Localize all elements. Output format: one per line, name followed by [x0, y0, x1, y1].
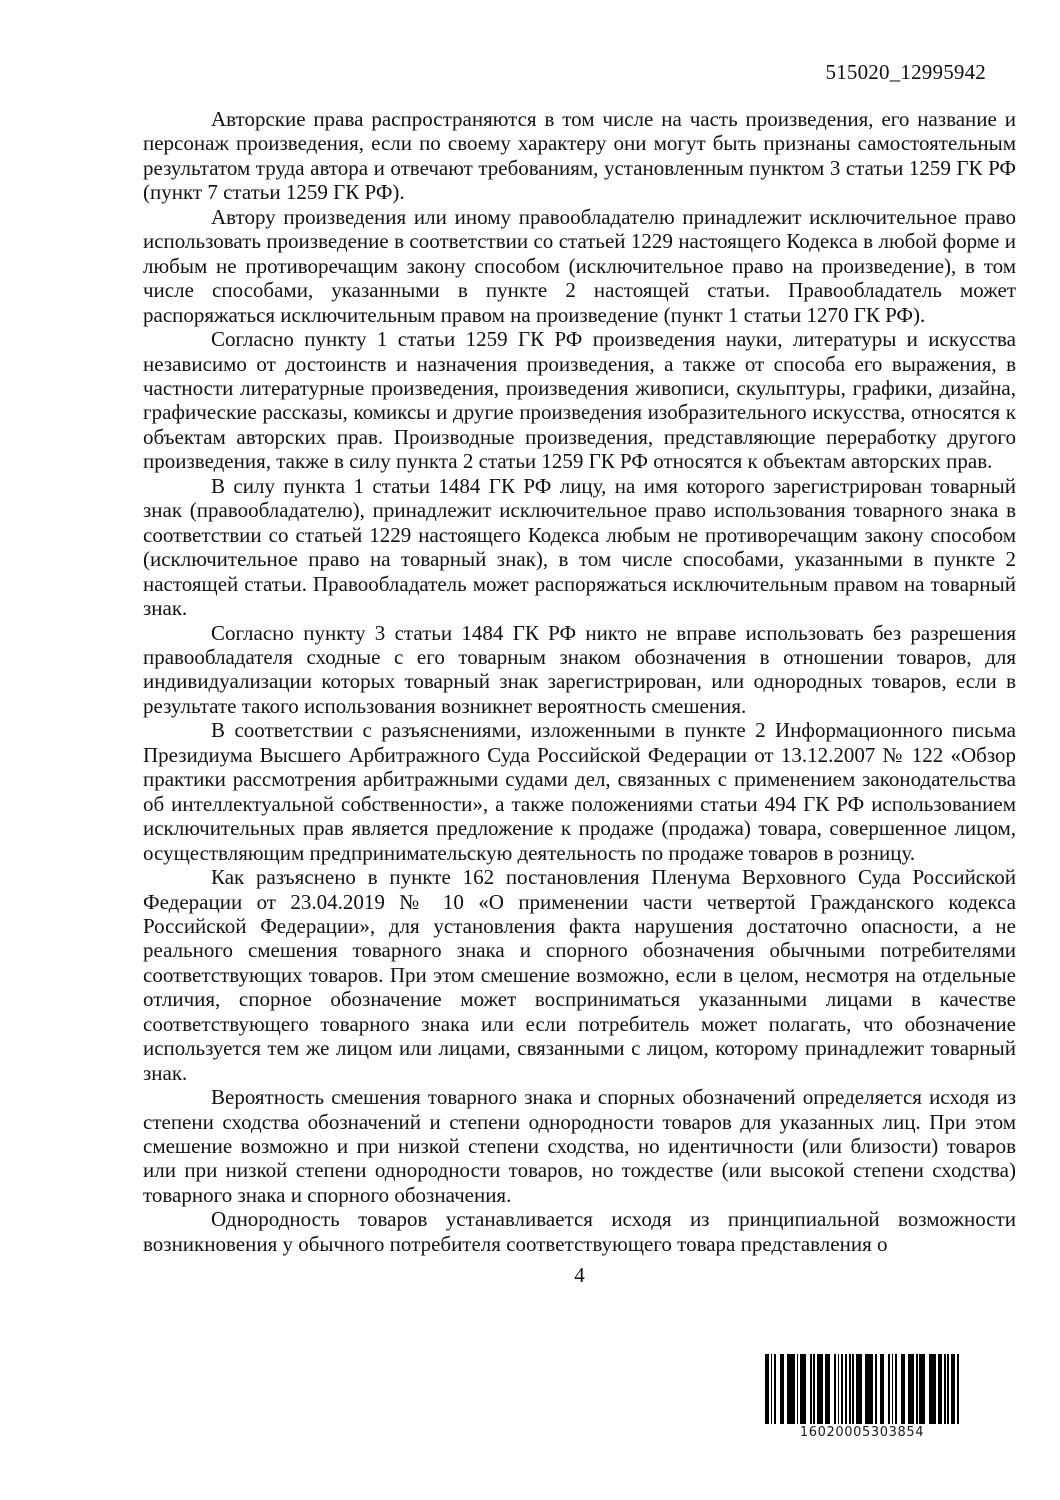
- page-number: 4: [574, 1263, 585, 1288]
- paragraph: Вероятность смешения товарного знака и спорных обозначений определяется исходя из степени сходства обозначений и степени однородности товаров для указанных лиц. При этом смешение возможно и при низкой степени сходства, но идентичности (или близости) товаров или при низкой степени однородности товаров, но тождестве (или высокой степени сходства) товарного знака и спорного обозначения.: [143, 1085, 1016, 1207]
- paragraph: Авторские права распространяются в том числе на часть произведения, его название и персонаж произведения, если по своему характеру они могут быть признаны самостоятельным результатом труда автора и отвечают требованиям, установленным пунктом 3 статьи 1259 ГК РФ (пункт 7 статьи 1259 ГК РФ).: [143, 107, 1016, 205]
- page-number-row: [143, 1263, 1016, 1287]
- barcode-bars-icon: [765, 1354, 959, 1424]
- paragraph: Как разъяснено в пункте 162 постановления Пленума Верховного Суда Российской Федерации от 23.04.2019 № 10 «О применении части четвертой Гражданского кодекса Российской Федерации», для установления факта нарушения достаточно опасности, а не реального смешения товарного знака и спорного обозначения обычными потребителями соответствующих товаров. При этом смешение возможно, если в целом, несмотря на отдельные отличия, спорное обозначение может восприниматься указанными лицами в качестве соответствующего товарного знака или если потребитель может полагать, что обозначение используется тем же лицом или лицами, связанными с лицом, которому принадлежит товарный знак.: [143, 865, 1016, 1085]
- barcode: [765, 1354, 959, 1440]
- barcode-number: 16020005303854: [799, 1425, 925, 1440]
- document-id: 515020_12995942: [825, 60, 986, 84]
- paragraph: В силу пункта 1 статьи 1484 ГК РФ лицу, на имя которого зарегистрирован товарный знак (правообладателю), принадлежит исключительное право использования товарного знака в соответствии со статьей 1229 настоящего Кодекса любым не противоречащим закону способом (исключительное право на товарный знак), в том числе способами, указанными в пункте 2 настоящей статьи. Правообладатель может распоряжаться исключительным правом на товарный знак.: [143, 473, 1016, 621]
- paragraph: Однородность товаров устанавливается исходя из принципиальной возможности возникновения у обычного потребителя соответствующего товара представления о: [143, 1207, 1016, 1256]
- paragraph: Автору произведения или иному правообладателю принадлежит исключительное право использовать произведение в соответствии со статьей 1229 настоящего Кодекса в любой форме и любым не противоречащим закону способом (исключительное право на произведение), в том числе способами, указанными в пункте 2 настоящей статьи. Правообладатель может распоряжаться исключительным правом на произведение (пункт 1 статьи 1270 ГК РФ).: [143, 204, 1016, 327]
- paragraph: Согласно пункту 1 статьи 1259 ГК РФ произведения науки, литературы и искусства независимо от достоинств и назначения произведения, а также от способа его выражения, в частности литературные произведения, произведения живописи, скульптуры, графики, дизайна, графические рассказы, комиксы и другие произведения изобразительного искусства, относятся к объектам авторских прав. Производные произведения, представляющие переработку другого произведения, также в силу пункта 2 статьи 1259 ГК РФ относятся к объектам авторских прав.: [143, 327, 1016, 474]
- paragraph: В соответствии с разъяснениями, изложенными в пункте 2 Информационного письма Президиума Высшего Арбитражного Суда Российской Федерации от 13.12.2007 № 122 «Обзор практики рассмотрения арбитражными судами дел, связанных с применением законодательства об интеллектуальной собственности», а также положениями статьи 494 ГК РФ использованием исключительных прав является предложение к продаже (продажа) товара, совершенное лицом, осуществляющим предпринимательскую деятельность по продаже товаров в розницу.: [143, 718, 1016, 865]
- document-body: [143, 107, 1016, 1288]
- paragraph: Согласно пункту 3 статьи 1484 ГК РФ никто не вправе использовать без разрешения правообладателя сходные с его товарным знаком обозначения в отношении товаров, для индивидуализации которых товарный знак зарегистрирован, или однородных товаров, если в результате такого использования возникнет вероятность смешения.: [143, 620, 1016, 718]
